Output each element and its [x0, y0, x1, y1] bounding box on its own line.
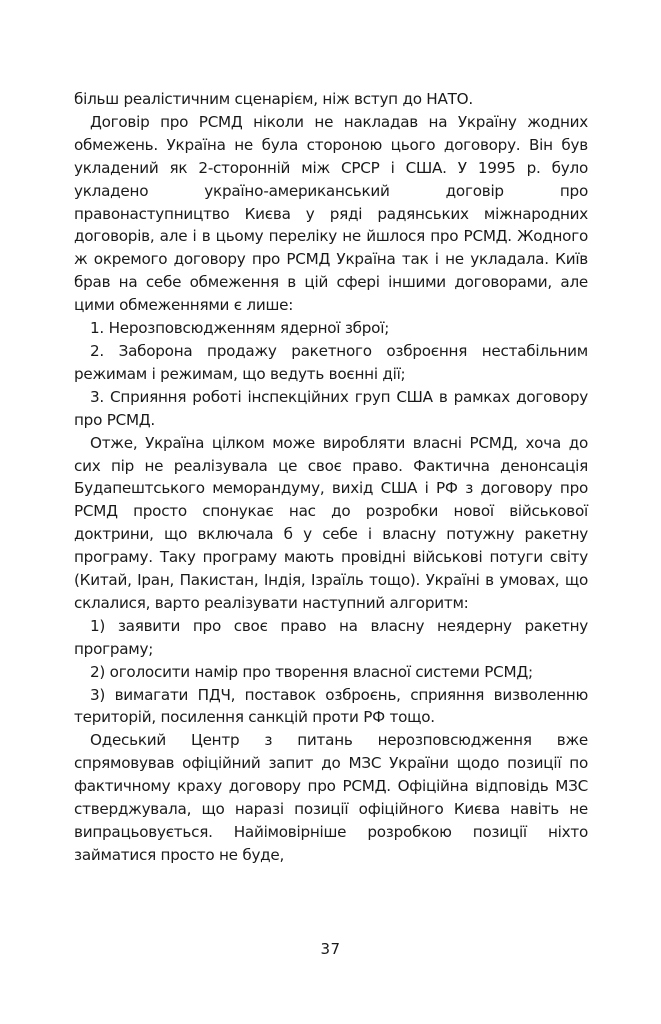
page-number: 37	[320, 940, 341, 958]
algorithm-step-3: 3) вимагати ПДЧ, поставок озброєнь, сприяння визволенню територій, посилення санкцій проти РФ тощо.	[74, 685, 588, 727]
algorithm-step-2: 2) оголосити намір про творення власної системи РСМД;	[90, 662, 533, 681]
body-text	[74, 88, 588, 867]
paragraph-inf-treaty: Договір про РСМД ніколи не накладав на Україну жодних обмежень. Україна не була стороною цього договору. Він був укладений як 2-сторонній між СРСР і США. У 1995 р. було укладено українo-американський договір про правонаступництво Києва у ряді радянських міжнародних договорів, але і в цьому переліку не йшлося про РСМД. Жодного ж окремого договору про РСМД Україна так і не укладала. Київ брав на себе обмеження в цій сфері іншими договорами, але цими обмеженнями є лише:	[74, 112, 588, 315]
paragraph-odesa-center: Одеський Центр з питань нерозповсюдження вже спрямовував офіційний запит до МЗС України щодо позиції по фактичному краху договору про РСМД. Офіційна відповідь МЗС стверджувала, що наразі позиції офіційного Києва навіть не випрацьовується. Найімовірніше розробкою позиції ніхто займатися просто не буде,	[74, 731, 588, 864]
algorithm-step-1: 1) заявити про своє право на власну неядерну ракетну програму;	[74, 616, 588, 658]
list-item-1: 1. Нерозповсюдженням ядерної зброї;	[90, 319, 390, 338]
list-item-2: 2. Заборона продажу ракетного озброєння нестабільним режимам і режимам, що ведуть воєнні дії;	[74, 341, 588, 383]
paragraph-continuation: більш реалістичним сценарієм, ніж вступ до НАТО.	[74, 90, 473, 108]
list-item-3: 3. Сприяння роботі інспекційних груп США в рамках договору про РСМД.	[74, 387, 588, 429]
paragraph-missile-program: Отже, Україна цілком може виробляти власні РСМД, хоча до сих пір не реалізувала це своє право. Фактична денонсація Будапештського меморандуму, вихід США і РФ з договору про РСМД просто спонукає нас до розробки нової військової доктрини, що включала б у себе і власну потужну ракетну програму. Таку програму мають провідні військові потуги світу (Китай, Іран, Пакистан, Індія, Ізраїль тощо). Україні в умовах, що склалися, варто реалізувати наступний алгоритм:	[74, 433, 588, 612]
